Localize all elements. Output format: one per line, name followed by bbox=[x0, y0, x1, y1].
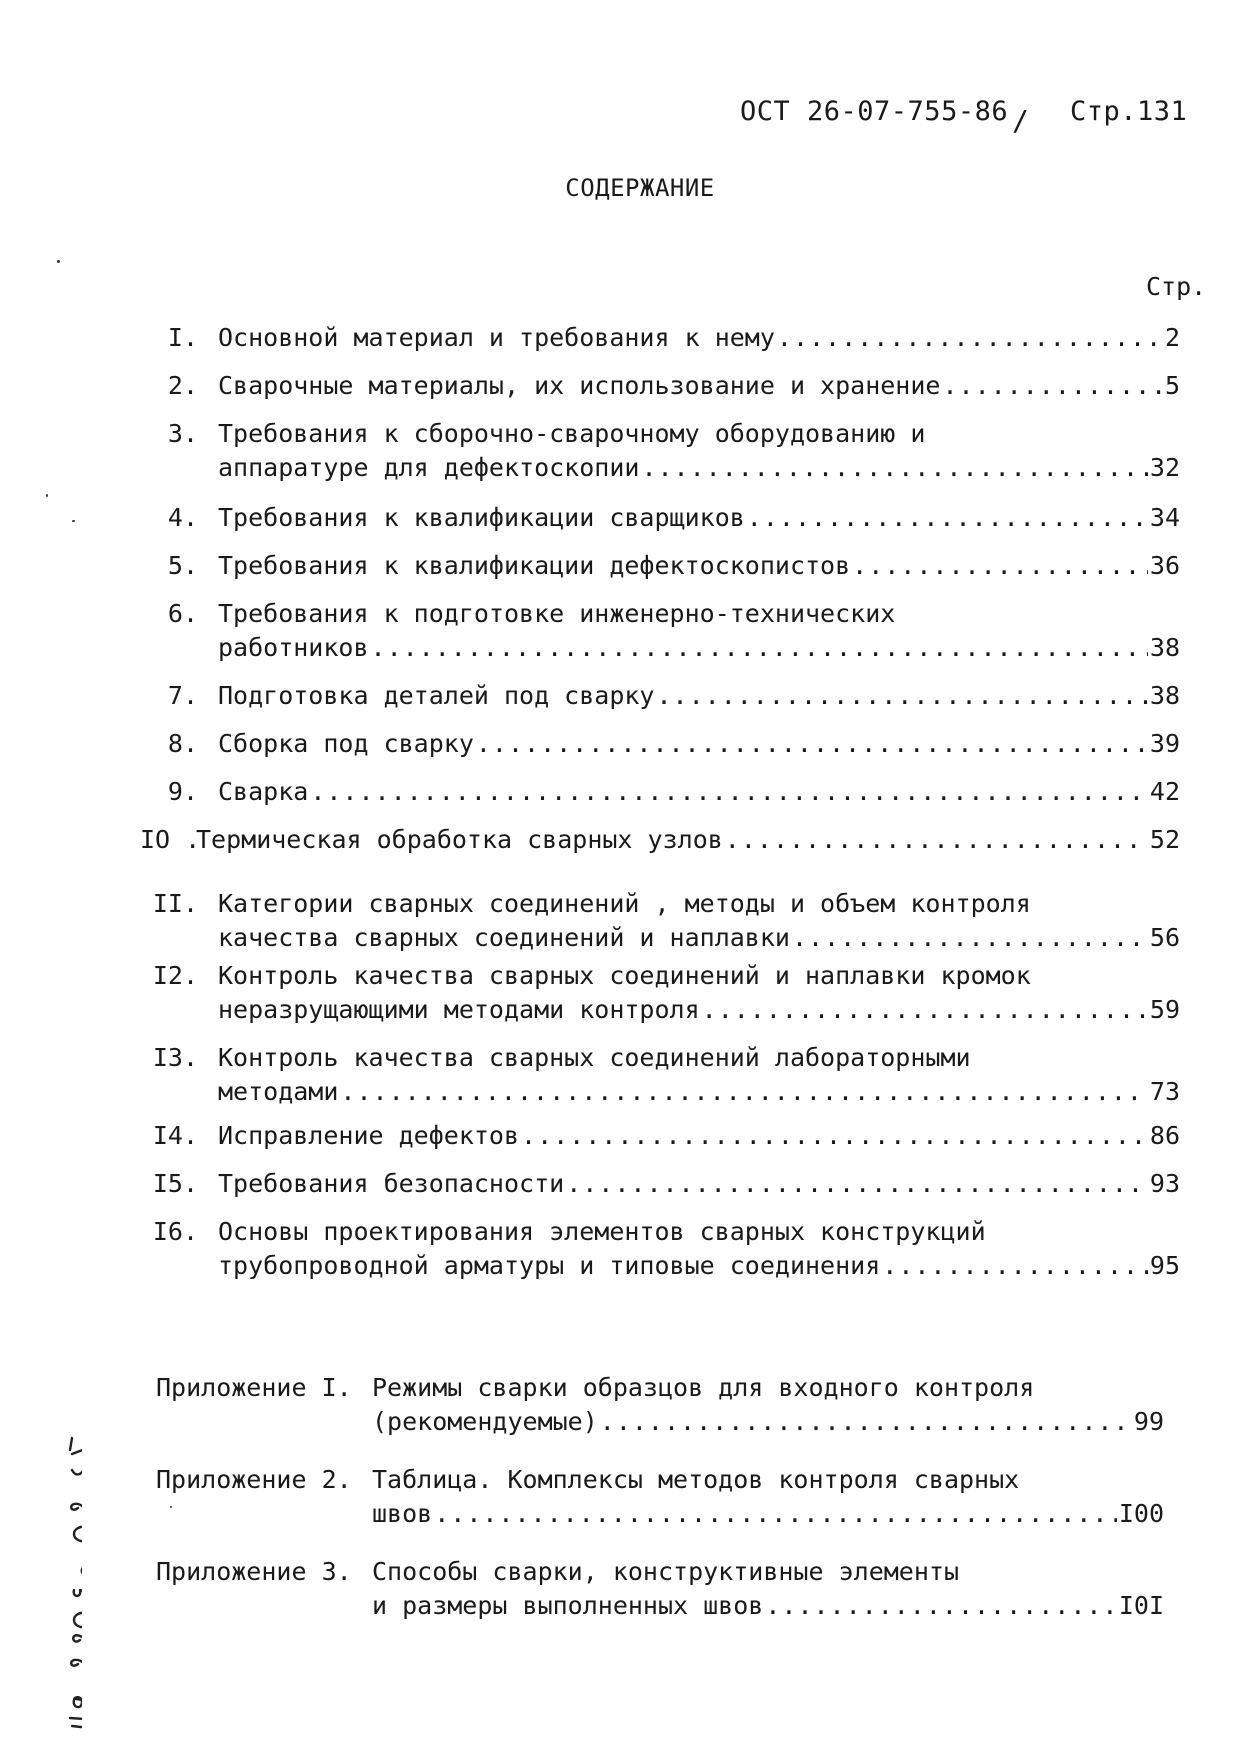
toc-entry-title: Основы проектирования элементов сварных конструкций bbox=[218, 1217, 986, 1246]
appendix-leader-line bbox=[372, 1496, 1164, 1532]
toc-entry-page: 52 bbox=[1149, 825, 1180, 854]
scan-speck bbox=[72, 520, 75, 522]
leader-dots bbox=[765, 1588, 1117, 1624]
scan-speck bbox=[46, 494, 48, 497]
toc-entry-title: Требования к квалификации дефектоскопистов bbox=[218, 551, 851, 580]
appendix-entry bbox=[0, 1370, 1260, 1450]
toc-entry-title: трубопроводной арматуры и типовые соединения bbox=[218, 1251, 881, 1280]
leader-dots bbox=[747, 500, 1148, 536]
appendix-leader-line bbox=[372, 1404, 1164, 1440]
toc-entry-page: 93 bbox=[1149, 1169, 1180, 1198]
toc-entry-leader-line bbox=[218, 1074, 1180, 1110]
toc-entry-leader-line bbox=[218, 368, 1180, 404]
toc-entry-title: Контроль качества сварных соединений лабораторными bbox=[218, 1043, 971, 1072]
toc-entry-title: Требования безопасности bbox=[218, 1169, 565, 1198]
appendix-title: Способы сварки, конструктивные элементы bbox=[372, 1557, 959, 1586]
appendix-page: I0I bbox=[1118, 1591, 1164, 1620]
leader-dots bbox=[600, 1404, 1132, 1440]
leader-dots bbox=[310, 774, 1148, 810]
appendix-page: I00 bbox=[1118, 1499, 1164, 1528]
toc-entry-leader-line bbox=[218, 920, 1180, 956]
toc-entry-title: аппаратуре для дефектоскопии bbox=[218, 453, 640, 482]
toc-entry-page: 5 bbox=[1164, 371, 1180, 400]
leader-dots bbox=[942, 368, 1162, 404]
toc-entry bbox=[0, 1118, 1260, 1163]
toc-entry-number: 4. bbox=[167, 503, 198, 532]
appendix-page: 99 bbox=[1133, 1407, 1164, 1436]
leader-dots bbox=[657, 678, 1148, 714]
toc-entry-page: 34 bbox=[1149, 503, 1180, 532]
document-code: ОСТ 26-07-755-86 bbox=[740, 96, 1009, 127]
leader-dots bbox=[725, 822, 1148, 858]
toc-entry-title: качества сварных соединений и наплавки bbox=[218, 923, 790, 952]
scan-speck bbox=[57, 260, 60, 263]
toc-entry-leader-line bbox=[218, 1118, 1180, 1154]
toc-entry-title: работников bbox=[218, 633, 369, 662]
toc-entry-number: 2. bbox=[167, 371, 198, 400]
toc-entry-number: I4. bbox=[152, 1121, 198, 1150]
toc-entry-leader-line bbox=[218, 450, 1180, 486]
appendix-entry bbox=[0, 1554, 1260, 1634]
leader-dots bbox=[371, 630, 1148, 666]
toc-entry bbox=[0, 368, 1260, 413]
toc-entry-title: Требования к сборочно-сварочному оборудованию и bbox=[218, 419, 926, 448]
toc-entry-leader-line bbox=[218, 1248, 1180, 1284]
toc-entry bbox=[0, 774, 1260, 819]
toc-entry-number: I3. bbox=[152, 1043, 198, 1072]
page-title: СОДЕРЖАНИЕ bbox=[565, 174, 715, 202]
toc-entry bbox=[0, 678, 1260, 723]
toc-entry-title: Основной материал и требования к нему bbox=[218, 323, 775, 352]
toc-entry-page: 86 bbox=[1149, 1121, 1180, 1150]
toc-entry bbox=[0, 1166, 1260, 1211]
leader-dots bbox=[340, 1074, 1147, 1110]
toc-entry bbox=[0, 1214, 1260, 1304]
toc-entry-leader-line bbox=[218, 726, 1180, 762]
appendix-label: Приложение I. bbox=[156, 1373, 352, 1402]
toc-entry-leader-line bbox=[218, 320, 1180, 356]
toc-entry-leader-line bbox=[218, 548, 1180, 584]
toc-entry-number: II. bbox=[152, 889, 198, 918]
page-column-label: Стр. bbox=[1146, 272, 1207, 301]
toc-entry-title: методами bbox=[218, 1077, 339, 1106]
leader-dots bbox=[521, 1118, 1148, 1154]
toc-entry-title: Сборка под сварку bbox=[218, 729, 474, 758]
toc-entry-leader-line bbox=[196, 822, 1180, 858]
toc-entry-title: Исправление дефектов bbox=[218, 1121, 520, 1150]
toc-entry-page: 38 bbox=[1149, 633, 1180, 662]
toc-entry-page: 2 bbox=[1164, 323, 1180, 352]
toc-entry-page: 36 bbox=[1149, 551, 1180, 580]
appendix-title: швов bbox=[372, 1499, 433, 1528]
toc-entry-page: 59 bbox=[1149, 995, 1180, 1024]
toc-entry bbox=[0, 500, 1260, 545]
appendix-title: Режимы сварки образцов для входного контроля bbox=[372, 1373, 1035, 1402]
toc-entry-title: Требования к подготовке инженерно-технических bbox=[218, 599, 896, 628]
appendix-entry bbox=[0, 1462, 1260, 1542]
leader-dots bbox=[852, 548, 1148, 584]
leader-dots bbox=[792, 920, 1148, 956]
leader-dots bbox=[882, 1248, 1148, 1284]
toc-entry bbox=[0, 416, 1260, 506]
toc-entry-title: Подготовка деталей под сварку bbox=[218, 681, 655, 710]
toc-entry-leader-line bbox=[218, 1166, 1180, 1202]
toc-entry bbox=[0, 548, 1260, 593]
toc-entry-page: 39 bbox=[1149, 729, 1180, 758]
toc-entry-number: I6. bbox=[152, 1217, 198, 1246]
scan-speck bbox=[170, 1506, 172, 1508]
toc-entry-page: 32 bbox=[1149, 453, 1180, 482]
toc-entry bbox=[0, 596, 1260, 686]
toc-entry-page: 73 bbox=[1149, 1077, 1180, 1106]
toc-entry-page: 95 bbox=[1149, 1251, 1180, 1280]
toc-entry-number: I5. bbox=[152, 1169, 198, 1198]
toc-entry bbox=[0, 320, 1260, 365]
toc-entry-number: I. bbox=[167, 323, 198, 352]
toc-entry bbox=[0, 726, 1260, 771]
toc-entry-title: Сварочные материалы, их использование и хранение bbox=[218, 371, 941, 400]
toc-entry-number: 9. bbox=[167, 777, 198, 806]
toc-entry-number: 6. bbox=[167, 599, 198, 628]
toc-entry-leader-line bbox=[218, 992, 1180, 1028]
toc-entry-title: Термическая обработка сварных узлов bbox=[196, 825, 723, 854]
appendix-label: Приложение 2. bbox=[156, 1465, 352, 1494]
toc-entry-number: 8. bbox=[167, 729, 198, 758]
page-number: Стр.131 bbox=[1070, 96, 1188, 127]
toc-entry-page: 38 bbox=[1149, 681, 1180, 710]
appendix-label: Приложение 3. bbox=[156, 1557, 352, 1586]
leader-dots bbox=[641, 450, 1147, 486]
appendix-leader-line bbox=[372, 1588, 1164, 1624]
toc-entry-number: 3. bbox=[167, 419, 198, 448]
toc-entry-leader-line bbox=[218, 630, 1180, 666]
toc-entry-leader-line bbox=[218, 500, 1180, 536]
toc-entry-title: Контроль качества сварных соединений и наплавки кромок bbox=[218, 961, 1031, 990]
leader-dots bbox=[476, 726, 1148, 762]
toc-entry-leader-line bbox=[218, 678, 1180, 714]
toc-entry-title: неразрущающими методами контроля bbox=[218, 995, 700, 1024]
appendix-title: и размеры выполненных швов bbox=[372, 1591, 764, 1620]
toc-entry-number: IO . bbox=[140, 825, 201, 854]
leader-dots bbox=[566, 1166, 1148, 1202]
toc-entry-number: 5. bbox=[167, 551, 198, 580]
toc-entry-page: 42 bbox=[1149, 777, 1180, 806]
appendix-title: Таблица. Комплексы методов контроля сварных bbox=[372, 1465, 1020, 1494]
toc-entry-number: 7. bbox=[167, 681, 198, 710]
toc-entry bbox=[0, 1040, 1260, 1130]
appendix-title: (рекомендуемые) bbox=[372, 1407, 598, 1436]
leader-dots bbox=[434, 1496, 1117, 1532]
toc-entry-title: Категории сварных соединений , методы и объем контроля bbox=[218, 889, 1031, 918]
toc-entry-number: I2. bbox=[152, 961, 198, 990]
leader-dots bbox=[777, 320, 1163, 356]
handwritten-mark: / bbox=[1012, 104, 1030, 137]
toc-entry bbox=[0, 822, 1260, 867]
leader-dots bbox=[702, 992, 1148, 1028]
toc-entry-page: 56 bbox=[1149, 923, 1180, 952]
toc-entry-title: Требования к квалификации сварщиков bbox=[218, 503, 745, 532]
margin-handwritten-note bbox=[22, 1400, 82, 1740]
toc-entry-title: Сварка bbox=[218, 777, 309, 806]
toc-entry-leader-line bbox=[218, 774, 1180, 810]
toc-entry bbox=[0, 958, 1260, 1048]
